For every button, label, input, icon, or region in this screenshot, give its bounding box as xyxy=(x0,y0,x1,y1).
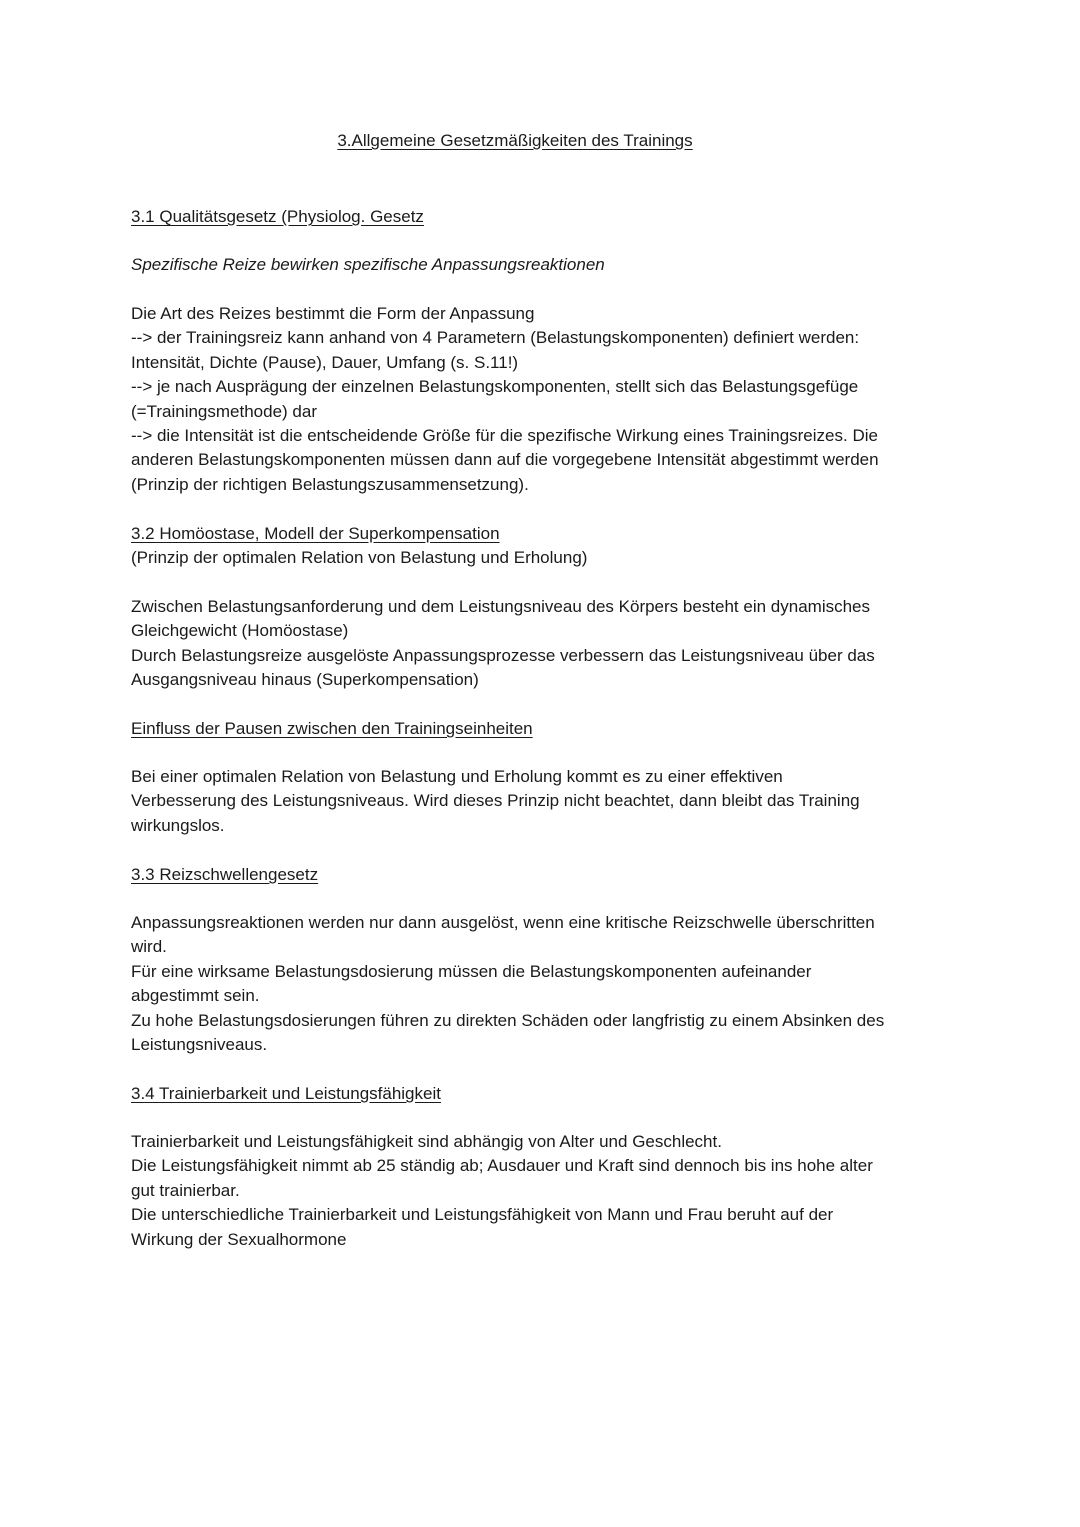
paragraph-line: Durch Belastungsreize ausgelöste Anpassungsprozesse verbessern das Leistungsniveau über das xyxy=(131,645,875,665)
section-3-2-heading: 3.2 Homöostase, Modell der Superkompensation xyxy=(131,524,500,543)
section-3-1-heading: 3.1 Qualitätsgesetz (Physiolog. Gesetz xyxy=(131,207,424,226)
paragraph-line: --> die Intensität ist die entscheidende Größe für die spezifische Wirkung eines Trainingsreizes. Die xyxy=(131,426,878,446)
paragraph-line: (Prinzip der richtigen Belastungszusammensetzung). xyxy=(131,474,529,494)
page-title: 3.Allgemeine Gesetzmäßigkeiten des Trainings xyxy=(337,131,693,150)
section-3-4-body xyxy=(131,1130,951,1252)
paragraph-line: abgestimmt sein. xyxy=(131,986,260,1006)
section-3-2-subheading: (Prinzip der optimalen Relation von Belastung und Erholung) xyxy=(131,548,588,567)
paragraph-line: Die Art des Reizes bestimmt die Form der Anpassung xyxy=(131,304,535,323)
paragraph-line: Anpassungsreaktionen werden nur dann ausgelöst, wenn eine kritische Reizschwelle überschritten xyxy=(131,913,875,932)
paragraph-line: Leistungsniveaus. xyxy=(131,1035,268,1055)
section-3-1-body xyxy=(131,302,951,497)
section-3-1-subtitle: Spezifische Reize bewirken spezifische Anpassungsreaktionen xyxy=(131,255,605,274)
paragraph-line: wird. xyxy=(131,937,167,957)
paragraph-line: Gleichgewicht (Homöostase) xyxy=(131,621,349,641)
paragraph-line: --> der Trainingsreiz kann anhand von 4 Parametern (Belastungskomponenten) definiert werden: xyxy=(131,328,860,348)
pausen-body xyxy=(131,765,951,838)
paragraph-line: anderen Belastungskomponenten müssen dann auf die vorgegebene Intensität abgestimmt werden xyxy=(131,450,879,470)
section-3-4-heading: 3.4 Trainierbarkeit und Leistungsfähigkeit xyxy=(131,1084,441,1103)
paragraph-line: Die Leistungsfähigkeit nimmt ab 25 ständig ab; Ausdauer und Kraft sind dennoch bis ins hohe alter xyxy=(131,1156,873,1176)
section-3-2-body xyxy=(131,595,951,693)
paragraph-line: Verbesserung des Leistungsniveaus. Wird dieses Prinzip nicht beachtet, dann bleibt das Training xyxy=(131,791,860,811)
paragraph-line: Zu hohe Belastungsdosierungen führen zu direkten Schäden oder langfristig zu einem Absinken des xyxy=(131,1010,885,1030)
paragraph-line: Intensität, Dichte (Pause), Dauer, Umfang (s. S.11!) xyxy=(131,352,519,372)
paragraph-line: --> je nach Ausprägung der einzelnen Belastungskomponenten, stellt sich das Belastungsgefüge xyxy=(131,377,859,397)
paragraph-line: Die unterschiedliche Trainierbarkeit und Leistungsfähigkeit von Mann und Frau beruht auf der xyxy=(131,1205,834,1225)
paragraph-line: (=Trainingsmethode) dar xyxy=(131,401,317,421)
pausen-heading: Einfluss der Pausen zwischen den Trainingseinheiten xyxy=(131,719,533,738)
paragraph-line: gut trainierbar. xyxy=(131,1180,240,1200)
paragraph-line: Ausgangsniveau hinaus (Superkompensation) xyxy=(131,670,479,690)
paragraph-line: Bei einer optimalen Relation von Belastung und Erholung kommt es zu einer effektiven xyxy=(131,767,783,786)
paragraph-line: Wirkung der Sexualhormone xyxy=(131,1229,347,1249)
paragraph-line: Zwischen Belastungsanforderung und dem Leistungsniveau des Körpers besteht ein dynamisches xyxy=(131,597,871,616)
section-3-3-heading: 3.3 Reizschwellengesetz xyxy=(131,865,319,884)
paragraph-line: Für eine wirksame Belastungsdosierung müssen die Belastungskomponenten aufeinander xyxy=(131,961,812,981)
section-3-3-body xyxy=(131,911,951,1057)
paragraph-line: wirkungslos. xyxy=(131,815,225,835)
paragraph-line: Trainierbarkeit und Leistungsfähigkeit sind abhängig von Alter und Geschlecht. xyxy=(131,1132,722,1151)
